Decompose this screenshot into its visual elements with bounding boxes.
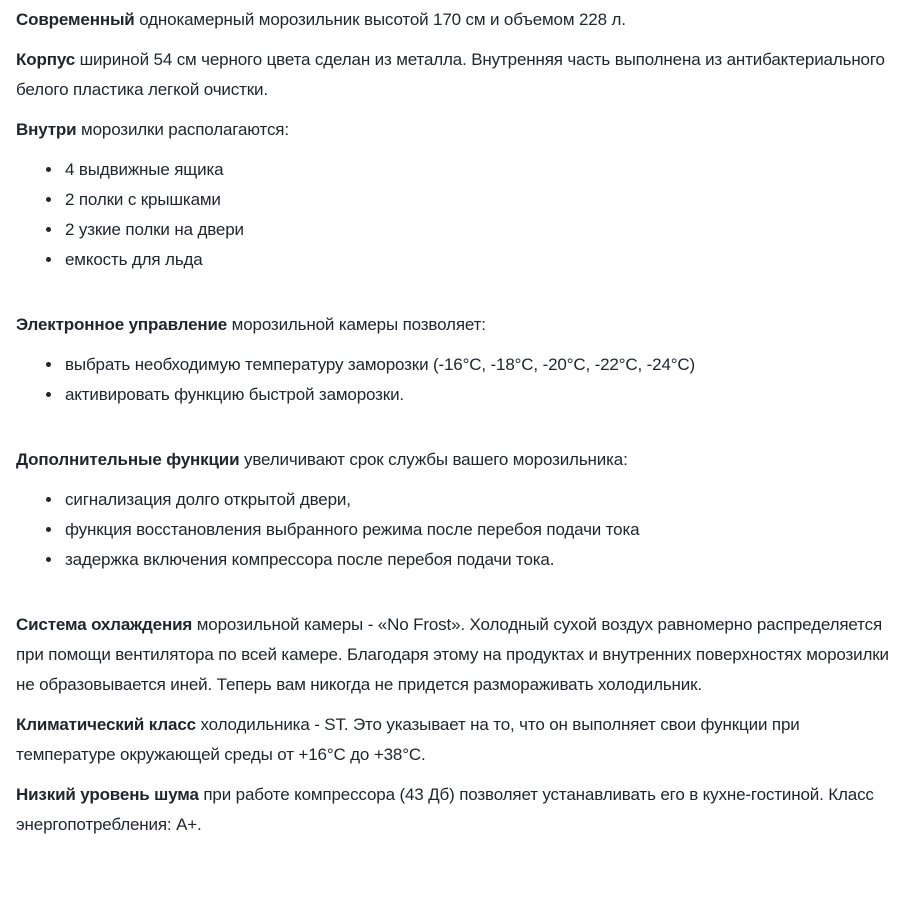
- paragraph-control-lead: Электронное управление: [16, 315, 228, 334]
- paragraph-modern: [16, 5, 896, 35]
- paragraph-noise-lead: Низкий уровень шума: [16, 785, 199, 804]
- list-item: • задержка включения компрессора после перебоя подачи тока.: [63, 545, 896, 575]
- inside-list: [16, 155, 896, 275]
- paragraph-noise-text: при работе компрессора (43 Дб) позволяет устанавливать его в кухне-гостиной. Класс энергопотребления: А+.: [16, 785, 874, 834]
- paragraph-body: [16, 45, 896, 105]
- paragraph-extra-lead: Дополнительные функции: [16, 450, 240, 469]
- list-item: • 2 полки с крышками: [63, 185, 896, 215]
- list-item: • активировать функцию быстрой заморозки.: [63, 380, 896, 410]
- list-item: • 2 узкие полки на двери: [63, 215, 896, 245]
- paragraph-modern-lead: Современный: [16, 10, 135, 29]
- extra-list: [16, 485, 896, 575]
- paragraph-climate-lead: Климатический класс: [16, 715, 196, 734]
- paragraph-control: [16, 310, 896, 340]
- list-item: • выбрать необходимую температуру заморозки (-16°C, -18°C, -20°C, -22°C, -24°C): [63, 350, 896, 380]
- paragraph-inside: [16, 115, 896, 145]
- list-item: • емкость для льда: [63, 245, 896, 275]
- list-item: • сигнализация долго открытой двери,: [63, 485, 896, 515]
- paragraph-cooling-text: морозильной камеры - «No Frost». Холодный сухой воздух равномерно распределяется при помощи вентилятора по всей камере. Благодаря этому на продуктах и внутренних поверхностях морозилки не образовывается иней. Теперь вам никогда не придется размораживать холодильник.: [16, 615, 889, 694]
- paragraph-noise: [16, 780, 896, 840]
- paragraph-climate: [16, 710, 896, 770]
- paragraph-cooling: [16, 610, 896, 700]
- list-item: • 4 выдвижные ящика: [63, 155, 896, 185]
- paragraph-inside-text: морозилки располагаются:: [76, 120, 289, 139]
- control-list: [16, 350, 896, 410]
- paragraph-climate-text: холодильника - ST. Это указывает на то, что он выполняет свои функции при температуре окружающей среды от +16°C до +38°C.: [16, 715, 800, 764]
- paragraph-extra: [16, 445, 896, 475]
- paragraph-extra-text: увеличивают срок службы вашего морозильника:: [239, 450, 628, 469]
- paragraph-inside-lead: Внутри: [16, 120, 77, 139]
- paragraph-cooling-lead: Система охлаждения: [16, 615, 193, 634]
- paragraph-body-text: шириной 54 см черного цвета сделан из металла. Внутренняя часть выполнена из антибактериального белого пластика легкой очистки.: [16, 50, 885, 99]
- paragraph-control-text: морозильной камеры позволяет:: [227, 315, 486, 334]
- paragraph-modern-text: однокамерный морозильник высотой 170 см и объемом 228 л.: [134, 10, 626, 29]
- list-item: • функция восстановления выбранного режима после перебоя подачи тока: [63, 515, 896, 545]
- paragraph-body-lead: Корпус: [16, 50, 75, 69]
